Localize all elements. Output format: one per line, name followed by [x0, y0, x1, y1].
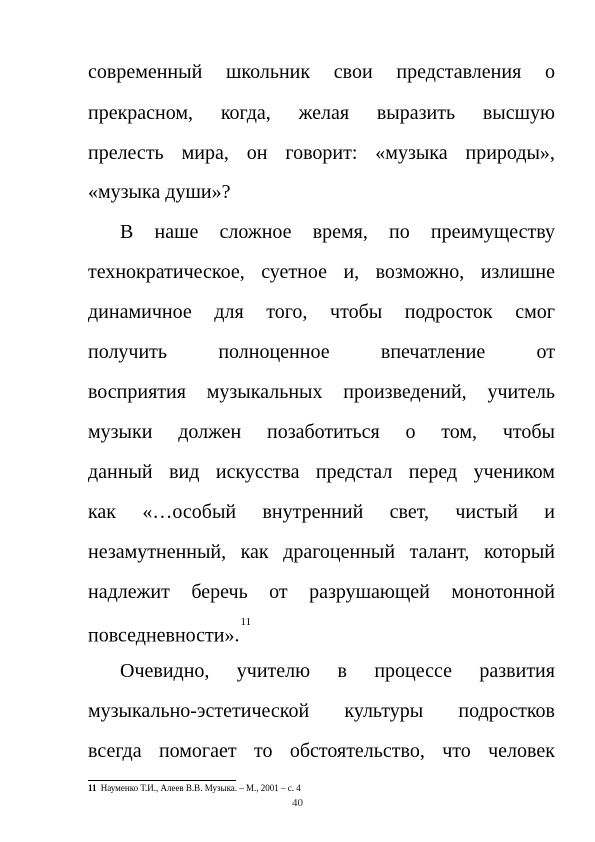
word: того, [266, 301, 308, 323]
text-line [88, 292, 555, 332]
word: от [269, 581, 288, 603]
word: возможно, [375, 261, 465, 283]
word: позаботиться [266, 421, 380, 443]
word: монотонной [451, 581, 555, 603]
word: подростков [458, 700, 555, 722]
word: от [536, 341, 555, 363]
word: преимуществу [430, 221, 555, 243]
word: суетное [261, 261, 327, 283]
word: талант, [409, 541, 470, 563]
word: и [544, 501, 555, 523]
text-line [88, 691, 555, 731]
word: перед [408, 461, 458, 483]
word: драгоценный [283, 541, 396, 563]
text-line [88, 412, 555, 452]
word: разрушающей [309, 581, 430, 603]
text-line [88, 372, 555, 412]
text-line [88, 52, 555, 92]
word: школьник [226, 61, 311, 83]
word: «музыка [88, 181, 161, 203]
word: полноценное [218, 341, 330, 363]
word: чистый [455, 501, 518, 523]
page-number: 40 [292, 797, 303, 809]
word: учителю [236, 660, 311, 682]
footnote-number: 11 [88, 783, 97, 793]
text-line [88, 532, 555, 572]
word: смог [515, 301, 555, 323]
word: подросток [404, 301, 493, 323]
word: В [120, 221, 134, 243]
word: надлежит [88, 581, 170, 603]
word: Очевидно, [120, 660, 210, 682]
word: всегда [88, 740, 142, 762]
word: вид [169, 461, 200, 483]
word: впечатление [380, 341, 486, 363]
word: души»? [165, 181, 231, 203]
word: учеником [473, 461, 555, 483]
word: как [240, 541, 269, 563]
word: он [246, 142, 268, 164]
text-line [88, 611, 555, 651]
text-line [88, 252, 555, 292]
word: желая [298, 102, 350, 124]
word: помогает [158, 740, 237, 762]
text-line [88, 492, 555, 532]
text-line [120, 651, 555, 691]
text-line [88, 731, 555, 771]
word: человек [488, 740, 555, 762]
word: для [214, 301, 244, 323]
word: современный [88, 61, 203, 83]
word: получить [88, 341, 168, 363]
word: что [442, 740, 471, 762]
word: природы», [465, 142, 555, 164]
text-line [88, 133, 555, 173]
word: внутренний [262, 501, 364, 523]
word: чтобы [502, 421, 555, 443]
word: когда, [220, 102, 271, 124]
text-line [120, 212, 555, 252]
word: мира, [181, 142, 229, 164]
word: сложное [219, 221, 292, 243]
footnote [88, 782, 301, 794]
word: который [483, 541, 555, 563]
word: беречь [191, 581, 248, 603]
footnote-separator [88, 780, 236, 781]
word: обстоятельство, [289, 740, 425, 762]
word: время, [312, 221, 368, 243]
word: о [405, 421, 416, 443]
word: выразить [376, 102, 456, 124]
word: музыкально-эстетической [88, 700, 310, 722]
word: говорит: [285, 142, 358, 164]
word: произведений, [343, 381, 467, 403]
word: и, [343, 261, 360, 283]
word: технократическое, [88, 261, 245, 283]
word: высшую [482, 102, 555, 124]
word: культуры [344, 700, 424, 722]
word: «…особый [142, 501, 237, 523]
word: данный [88, 461, 153, 483]
word: динамичное [88, 301, 192, 323]
word: предстал [315, 461, 393, 483]
word: о [544, 61, 555, 83]
word: чтобы [330, 301, 383, 323]
word: свет, [389, 501, 429, 523]
word: прекрасном, [88, 102, 194, 124]
text-line [88, 452, 555, 492]
word: прелесть [88, 142, 164, 164]
text-line [88, 172, 555, 212]
word: как [88, 501, 117, 523]
text-line [88, 93, 555, 133]
word: повседневности».$^{11}$ [88, 616, 252, 647]
word: в [337, 660, 347, 682]
text-line [88, 332, 555, 372]
word: искусства [215, 461, 300, 483]
word: музыкальных [206, 381, 323, 403]
text-line [88, 572, 555, 612]
word: представления [396, 61, 522, 83]
word: процессе [374, 660, 452, 682]
footnote-text: Науменко Т.И., Алеев В.В. Музыка. – М., 2001 – с. 4 [100, 783, 301, 793]
word: развития [479, 660, 555, 682]
word: то [254, 740, 273, 762]
word: наше [154, 221, 199, 243]
word: восприятия [88, 381, 186, 403]
word: «музыка [375, 142, 448, 164]
word: излишне [480, 261, 555, 283]
word: музыки [88, 421, 153, 443]
footnote-reference: 11 [240, 616, 252, 628]
word: должен [178, 421, 242, 443]
word: свои [333, 61, 373, 83]
word: том, [441, 421, 478, 443]
word: по [389, 221, 410, 243]
word: незамутненный, [88, 541, 227, 563]
word: учитель [487, 381, 555, 403]
